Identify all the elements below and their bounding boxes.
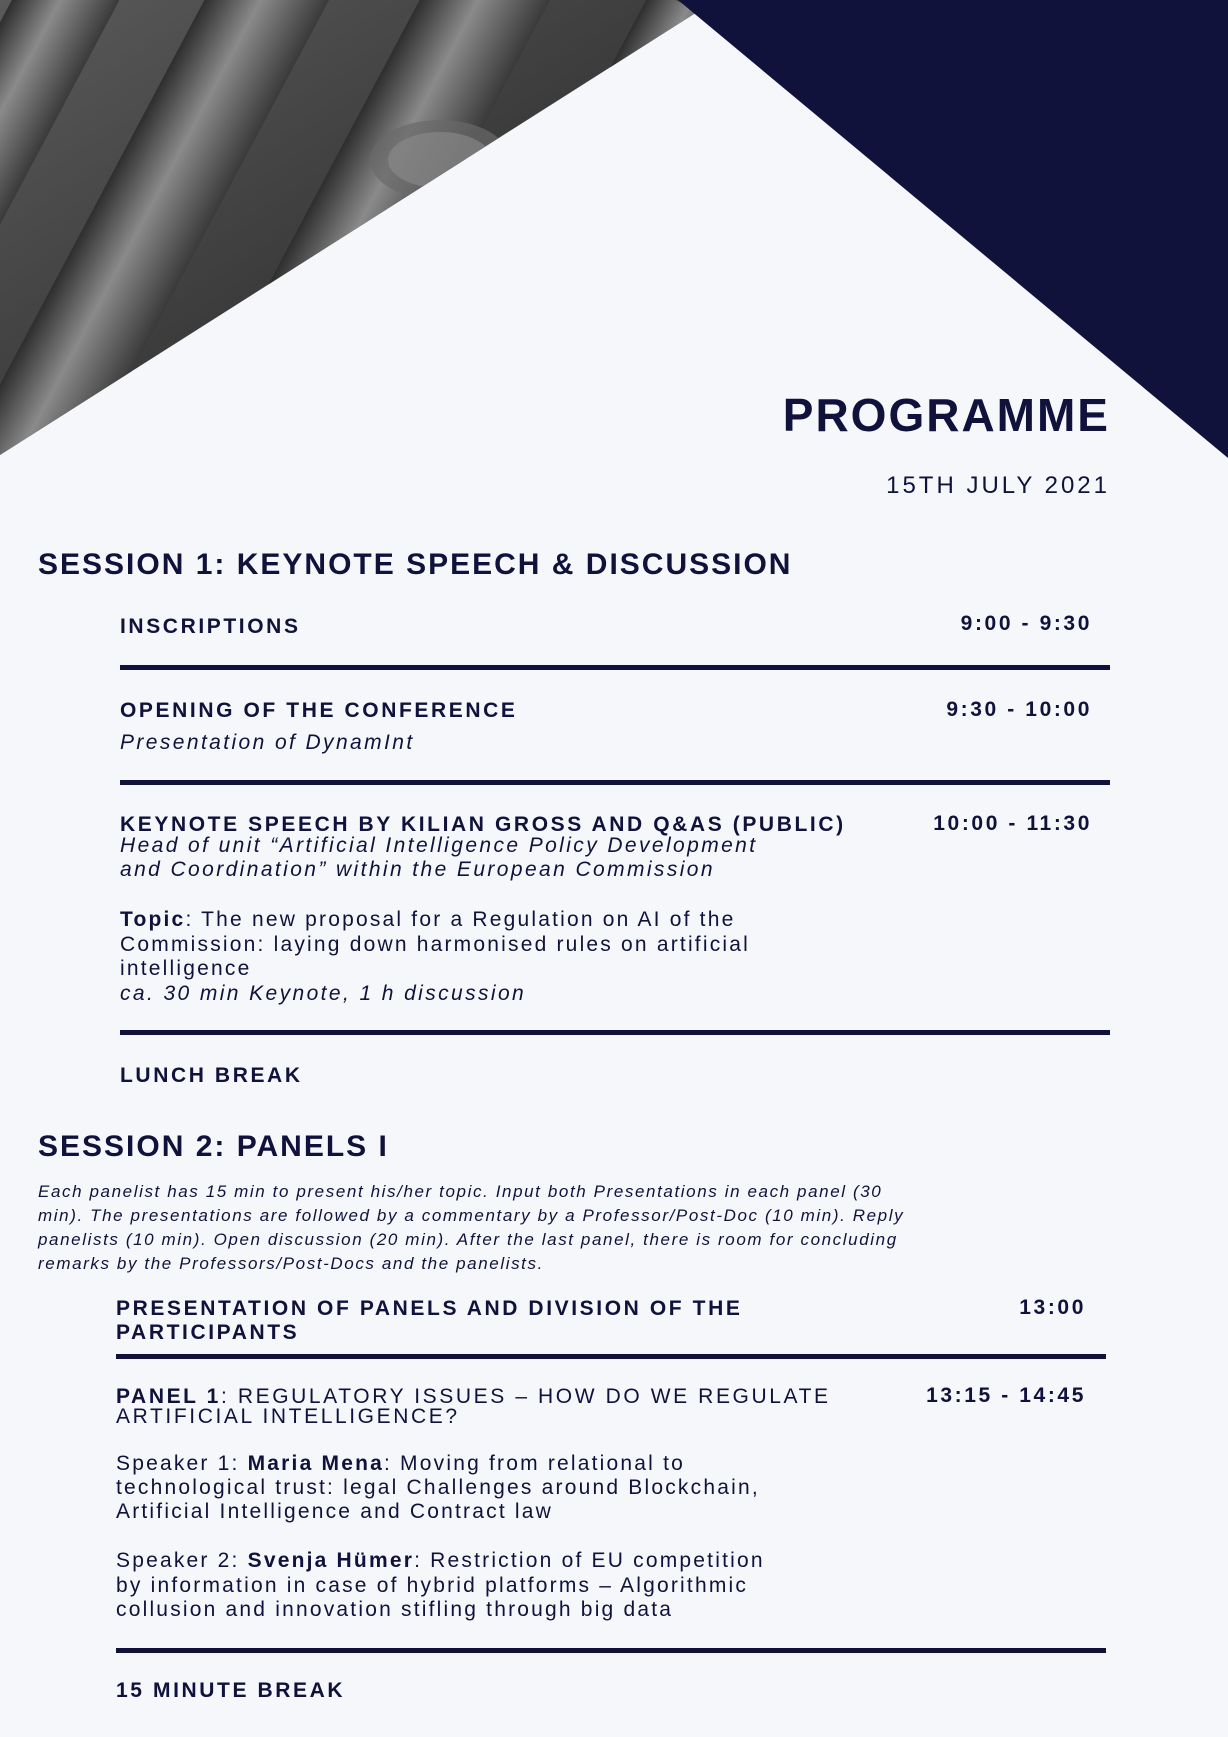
speaker1-name: Maria Mena [247,1452,384,1475]
divider [120,780,1110,785]
session2-intro-line4: remarks by the Professors/Post-Docs and the panelists. [38,1254,544,1273]
speaker2-name: Svenja Hümer [247,1549,415,1572]
keynote-duration: ca. 30 min Keynote, 1 h discussion [120,982,527,1005]
panel1-title-line2: ARTIFICIAL INTELLIGENCE? [116,1405,460,1428]
event-date: 15TH JULY 2021 [886,472,1110,499]
panel1-label: PANEL 1 [116,1385,221,1408]
topic-label: Topic [120,908,186,931]
speaker1-line1: Speaker 1: Maria Mena: Moving from relational to [116,1452,685,1475]
divider [120,1030,1110,1035]
keynote-topic-line1: Topic: The new proposal for a Regulation on AI of the [120,908,736,931]
session2-intro-line3: panelists (10 min). Open discussion (20 min). After the last panel, there is room for concluding [38,1230,898,1249]
building-photo [0,0,732,470]
opening-time: 9:30 - 10:00 [946,698,1092,721]
lunch-break: LUNCH BREAK [120,1064,303,1087]
presentation-time: 13:00 [1019,1296,1086,1319]
inscriptions-time: 9:00 - 9:30 [960,612,1092,635]
session2-intro-line1: Each panelist has 15 min to present his/her topic. Input both Presentations in each panel (30 [38,1182,883,1201]
session2-heading: SESSION 2: PANELS I [38,1130,389,1163]
session2-intro-line2: min). The presentations are followed by a commentary by a Professor/Post-Doc (10 min). Reply [38,1206,905,1225]
keynote-topic-line2: Commission: laying down harmonised rules on artificial [120,933,751,956]
inscriptions-label: INSCRIPTIONS [120,615,301,638]
panel1-time: 13:15 - 14:45 [926,1384,1086,1407]
opening-label: OPENING OF THE CONFERENCE [120,699,518,722]
speaker2-line1: Speaker 2: Svenja Hümer: Restriction of EU competition [116,1549,765,1572]
opening-subtitle: Presentation of DynamInt [120,731,415,754]
divider [116,1648,1106,1653]
presentation-label-line1: PRESENTATION OF PANELS AND DIVISION OF THE [116,1297,743,1320]
page-title: PROGRAMME [782,389,1110,441]
keynote-role-line2: and Coordination” within the European Commission [120,858,715,881]
session1-heading: SESSION 1: KEYNOTE SPEECH & DISCUSSION [38,548,793,581]
panel1-title-line1: PANEL 1: REGULATORY ISSUES – HOW DO WE REGULATE [116,1385,831,1408]
speaker2-line3: collusion and innovation stifling through big data [116,1598,674,1621]
keynote-role-line1: Head of unit “Artificial Intelligence Policy Development [120,834,758,857]
speaker2-line2: by information in case of hybrid platforms – Algorithmic [116,1574,749,1597]
speaker1-line2: technological trust: legal Challenges around Blockchain, [116,1476,760,1499]
fifteen-minute-break: 15 MINUTE BREAK [116,1679,346,1702]
keynote-label: KEYNOTE SPEECH BY KILIAN GROSS AND Q&AS (PUBLIC) [120,813,846,836]
divider [116,1354,1106,1359]
speaker1-line3: Artificial Intelligence and Contract law [116,1500,554,1523]
divider [120,665,1110,670]
presentation-label-line2: PARTICIPANTS [116,1321,300,1344]
keynote-topic-line3: intelligence [120,957,252,980]
keynote-time: 10:00 - 11:30 [933,812,1092,835]
